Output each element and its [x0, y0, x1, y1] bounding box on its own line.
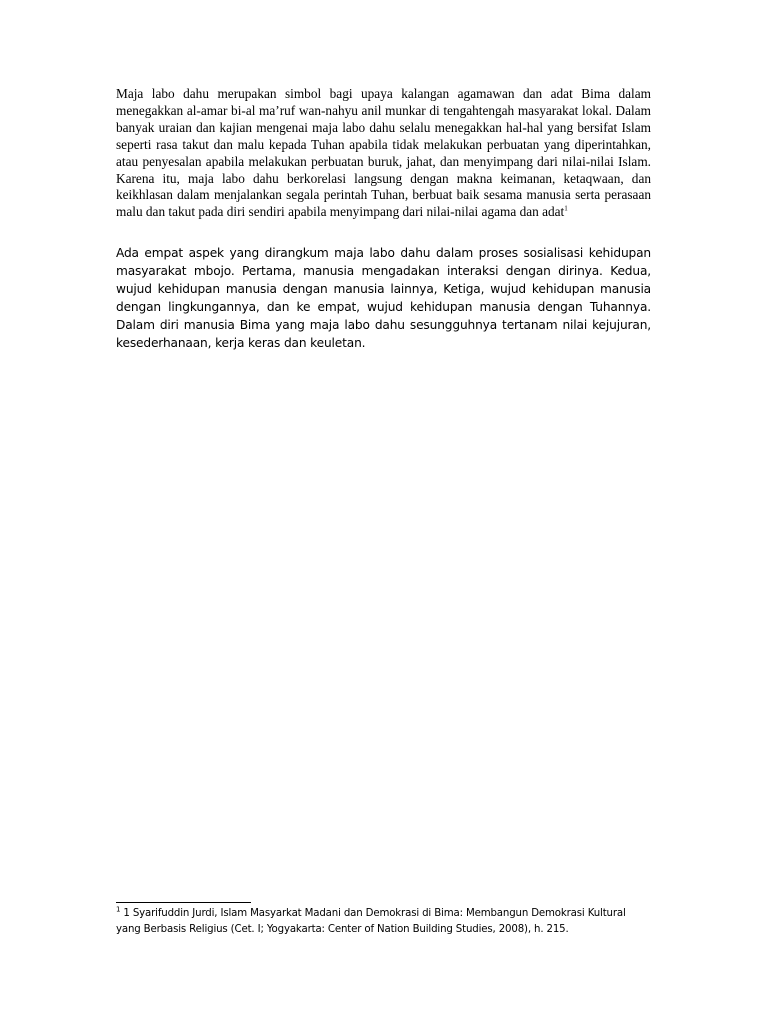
paragraph-2-text: Ada empat aspek yang dirangkum maja labo dahu dalam proses sosialisasi kehidupan masyarakat mbojo. Pertama, manusia mengadakan interaksi dengan dirinya. Kedua, wujud kehidupan manusia dengan manusia lainnya, Ketiga, wujud kehidupan manusia dengan lingkungannya, dan ke empat, wujud kehidupan manusia dengan Tuhannya. Dalam diri manusia Bima yang maja labo dahu sesungguhnya tertanam nilai kejujuran, kesederhanaan, kerja keras dan keuletan. [116, 246, 651, 350]
paragraph-1-text: Maja labo dahu merupakan simbol bagi upaya kalangan agamawan dan adat Bima dalam menegakkan al-amar bi-al ma’ruf wan-nahyu anil munkar di tengahtengah masyarakat lokal. Dalam banyak uraian dan kajian mengenai maja labo dahu selalu menegakkan hal-hal yang bersifat Islam seperti rasa takut dan malu kepada Tuhan apabila tidak melakukan perbuatan yang diperintahkan, atau penyesalan apabila melakukan perbuatan buruk, jahat, dan menyimpang dari nilai-nilai Islam. Karena itu, maja labo dahu berkorelasi langsung dengan makna keimanan, ketaqwaan, dan keikhlasan dalam menjalankan segala perintah Tuhan, berbuat baik sesama manusia serta perasaan malu dan takut pada diri sendiri apabila menyimpang dari nilai-nilai agama dan adat [116, 86, 651, 220]
footnote-reference[interactable]: 1 [564, 204, 568, 213]
body-paragraph-2 [116, 245, 651, 352]
footnote [116, 906, 651, 937]
footnote-separator [116, 902, 251, 903]
footnote-marker: 1 [116, 905, 121, 914]
footnote-text: 1 Syarifuddin Jurdi, Islam Masyarkat Madani dan Demokrasi di Bima: Membangun Demokrasi Kultural yang Berbasis Religius (Cet. I; Yogyakarta: Center of Nation Building Studies, 2008), h. 215. [116, 908, 626, 935]
body-paragraph-1 [116, 86, 651, 221]
